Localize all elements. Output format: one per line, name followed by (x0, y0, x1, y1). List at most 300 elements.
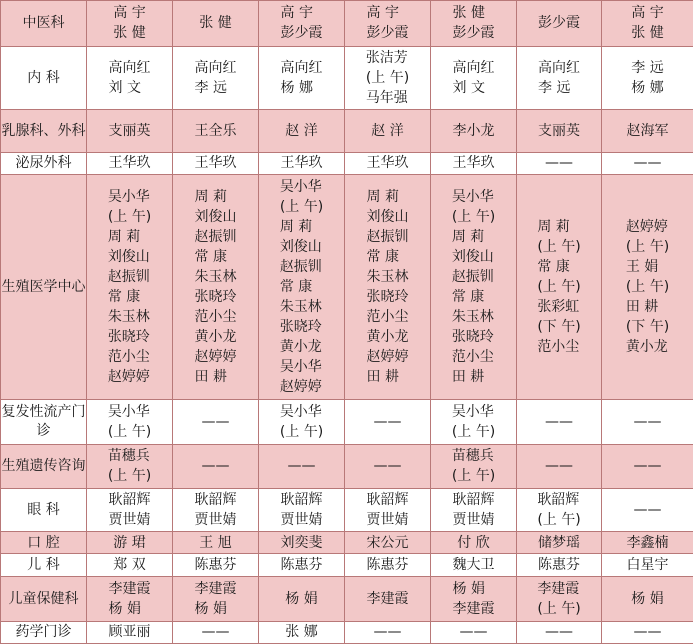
doctor-line: 李建霞 (452, 600, 495, 617)
doctor-names (109, 153, 151, 173)
doctor-line: 赵振钏 (107, 268, 150, 285)
doctor-line: 张 健 (631, 25, 664, 42)
doctor-line: 常 康 (107, 288, 141, 305)
doctor-line: 赵振钏 (194, 228, 237, 245)
schedule-cell (259, 444, 345, 489)
schedule-cell (517, 576, 602, 621)
schedule-cell (173, 46, 259, 109)
doctor-line: (上 午) (107, 208, 152, 225)
schedule-cell (87, 621, 173, 643)
department-line: 咨询 (57, 458, 86, 475)
schedule-cell (173, 109, 259, 152)
doctor-names (113, 533, 145, 553)
schedule-cell (517, 399, 602, 444)
schedule-cell (173, 399, 259, 444)
department-name (2, 122, 86, 141)
doctor-line: 周 莉 (194, 188, 227, 205)
doctor-names (453, 579, 495, 619)
doctor-names (281, 533, 323, 553)
department-cell (1, 152, 87, 174)
schedule-cell (87, 109, 173, 152)
doctor-line: 赵海军 (626, 122, 669, 139)
department-name (27, 534, 59, 553)
doctor-line: (上 午) (451, 468, 496, 485)
doctor-line: 吴小华 (451, 188, 494, 205)
doctor-line: 王华玖 (366, 155, 409, 172)
doctor-line: 陈惠芬 (366, 557, 409, 574)
doctor-line: 赵婷婷 (279, 378, 322, 395)
doctor-names (113, 555, 145, 575)
department-line: 乳腺科、外 (1, 122, 72, 139)
doctor-line: (上 午) (279, 423, 324, 440)
department-line: 儿 科 (27, 557, 60, 574)
doctor-line: (上 午) (451, 423, 496, 440)
empty-slot-dash: —— (373, 624, 402, 641)
department-name (16, 623, 72, 642)
doctor-line: 杨 娜 (631, 79, 664, 96)
doctor-line: 田 耕 (194, 368, 227, 385)
schedule-cell (431, 489, 517, 532)
doctor-line: 耿韶辉 (366, 492, 409, 509)
doctor-line: 吴小华 (279, 178, 322, 195)
department-line: 泌尿外科 (15, 155, 72, 172)
department-line: 产门诊 (36, 403, 86, 439)
doctor-names (453, 121, 495, 141)
department-line: 内 科 (27, 69, 60, 86)
doctor-line: 常 康 (366, 248, 399, 265)
doctor-line: 王 娟 (625, 258, 659, 275)
department-name (2, 278, 86, 297)
doctor-line: 吴小华 (107, 403, 150, 420)
doctor-line: 赵婷婷 (194, 348, 237, 365)
doctor-names (538, 121, 580, 141)
department-line: 药学门诊 (15, 624, 72, 641)
schedule-cell (87, 576, 173, 621)
doctor-line: 王华玖 (194, 155, 237, 172)
empty-slot-dash: —— (201, 624, 230, 641)
doctor-line: (下 午) (625, 318, 670, 335)
doctor-names (109, 579, 151, 619)
doctor-line: 刘俊山 (366, 208, 409, 225)
doctor-line: 田 耕 (366, 368, 399, 385)
doctor-line: 刘俊山 (451, 248, 494, 265)
doctor-line: 高 宇 (113, 5, 146, 22)
schedule-cell (517, 152, 602, 174)
doctor-line: 张 娜 (285, 624, 318, 641)
doctor-line: 陈惠芬 (194, 557, 237, 574)
doctor-line: 马年强 (365, 89, 408, 106)
doctor-names (453, 58, 495, 98)
schedule-cell (431, 152, 517, 174)
doctor-line: 高 宇 (631, 5, 664, 22)
doctor-line: 耿韶辉 (280, 492, 323, 509)
department-cell (1, 444, 87, 489)
doctor-line: 黄小龙 (366, 328, 409, 345)
department-line: 生殖医学 (1, 278, 58, 295)
doctor-line: 吴小华 (107, 188, 150, 205)
doctor-line: (上 午) (537, 278, 581, 295)
doctor-line: 周 莉 (279, 218, 313, 235)
doctor-line: 张晓玲 (279, 318, 322, 335)
doctor-line: 高向红 (108, 59, 151, 76)
doctor-line: 王 旭 (199, 534, 232, 551)
doctor-line: (上 午) (537, 512, 581, 529)
doctor-line: 张 健 (113, 25, 146, 42)
doctor-line: (下 午) (537, 318, 581, 335)
doctor-line: 赵婷婷 (366, 348, 409, 365)
schedule-cell (259, 489, 345, 532)
doctor-names (631, 589, 663, 609)
schedule-cell (345, 554, 431, 576)
doctor-line: 赵振钏 (366, 228, 409, 245)
doctor-line: 李建霞 (108, 580, 151, 597)
doctor-line: (上 午) (279, 198, 324, 215)
schedule-cell (602, 532, 693, 554)
doctor-line: (上 午) (107, 423, 152, 440)
schedule-cell (87, 554, 173, 576)
doctor-names (627, 555, 669, 575)
doctor-line: 周 莉 (451, 228, 485, 245)
schedule-cell (259, 576, 345, 621)
department-cell (1, 576, 87, 621)
doctor-line: 张洁芳 (365, 49, 408, 66)
schedule-cell (87, 532, 173, 554)
schedule-cell (431, 174, 517, 399)
doctor-names (281, 490, 323, 530)
doctor-line: 宋公元 (366, 534, 409, 551)
doctor-line: 李 远 (631, 59, 664, 76)
doctor-names (285, 121, 317, 141)
doctor-names (452, 187, 495, 387)
doctor-line: 朱玉林 (451, 308, 494, 325)
doctor-names (367, 555, 409, 575)
schedule-cell (345, 532, 431, 554)
doctor-names (195, 490, 237, 530)
department-line: 中心 (57, 278, 86, 295)
doctor-line: 吴小华 (279, 403, 322, 420)
schedule-row (1, 576, 693, 621)
doctor-line: 顾亚丽 (108, 624, 151, 641)
schedule-cell (602, 444, 693, 489)
empty-slot-dash: —— (633, 155, 662, 172)
header-doctor-cell (517, 1, 602, 47)
doctor-line: 贾世婧 (366, 512, 409, 529)
doctor-line: 李建霞 (366, 590, 409, 607)
header-doctor-cell (259, 1, 345, 47)
header-department-cell (1, 1, 87, 47)
doctor-names (199, 13, 231, 33)
doctor-line: 耿韶辉 (108, 492, 151, 509)
doctor-names (285, 622, 317, 642)
doctor-line: 付 欣 (457, 534, 490, 551)
department-cell (1, 554, 87, 576)
schedule-cell (602, 489, 693, 532)
schedule-cell (345, 46, 431, 109)
doctor-line: 常 康 (537, 258, 570, 275)
schedule-cell (173, 174, 259, 399)
doctor-line: 赵振钏 (279, 258, 322, 275)
doctor-line: 支丽英 (538, 122, 580, 139)
doctor-line: 杨 娟 (108, 600, 141, 617)
schedule-cell (345, 489, 431, 532)
doctor-line: 范小尘 (537, 338, 580, 355)
department-name (27, 501, 59, 520)
doctor-line: 李建霞 (194, 580, 237, 597)
department-cell (1, 621, 87, 643)
doctor-line: 朱玉林 (194, 268, 237, 285)
department-line: 复发性流 (1, 403, 58, 420)
doctor-line: 耿韶辉 (537, 492, 580, 509)
doctor-line: 常 康 (451, 288, 485, 305)
doctor-line: 贾世婧 (280, 512, 323, 529)
empty-slot-dash: —— (373, 458, 402, 475)
schedule-cell (602, 152, 693, 174)
header-doctor-cell (431, 1, 517, 47)
doctor-line: 高向红 (452, 59, 495, 76)
schedule-cell (602, 576, 693, 621)
doctor-names (453, 555, 495, 575)
doctor-line: 彭少霞 (452, 25, 495, 42)
doctor-names (457, 533, 489, 553)
doctor-line: 王华玖 (280, 155, 323, 172)
doctor-line: 苗穗兵 (107, 448, 150, 465)
schedule-row (1, 621, 693, 643)
schedule-cell (517, 46, 602, 109)
doctor-line: 陈惠芬 (280, 557, 323, 574)
doctor-line: 张 健 (452, 5, 485, 22)
doctor-line: 杨 娜 (280, 79, 313, 96)
department-line: 科 (64, 590, 79, 607)
doctor-names (538, 555, 580, 575)
department-name (27, 69, 59, 88)
schedule-cell (431, 46, 517, 109)
empty-slot-dash: —— (633, 413, 662, 430)
doctor-line: 朱玉林 (366, 268, 409, 285)
doctor-names (631, 58, 663, 98)
schedule-cell (345, 399, 431, 444)
department-cell (1, 532, 87, 554)
doctor-line: 刘 文 (452, 79, 485, 96)
department-name (27, 556, 59, 575)
doctor-line: 游 珺 (113, 534, 146, 551)
doctor-line: 彭少霞 (366, 25, 409, 42)
doctor-line: 魏大卫 (452, 557, 495, 574)
doctor-line: 刘俊山 (279, 238, 322, 255)
empty-slot-dash: —— (545, 413, 573, 430)
schedule-cell (345, 152, 431, 174)
doctor-line: 贾世婧 (452, 512, 495, 529)
schedule-cell (517, 489, 602, 532)
doctor-names (367, 490, 409, 530)
doctor-line: 刘俊山 (107, 248, 150, 265)
doctor-line: 黄小龙 (279, 338, 322, 355)
doctor-names (537, 490, 580, 530)
doctor-line: 杨 娟 (631, 590, 664, 607)
doctor-line: 支丽英 (108, 122, 151, 139)
doctor-line: 储梦瑶 (538, 534, 580, 551)
schedule-cell (87, 489, 173, 532)
doctor-names (538, 533, 580, 553)
header-doctor-cell (345, 1, 431, 47)
doctor-line: 刘奕斐 (280, 534, 323, 551)
department-name (23, 14, 65, 33)
empty-slot-dash: —— (201, 413, 230, 430)
doctor-line: 李小龙 (452, 122, 495, 139)
schedule-cell (87, 46, 173, 109)
schedule-cell (259, 554, 345, 576)
doctor-line: 朱玉林 (279, 298, 322, 315)
schedule-cell (345, 174, 431, 399)
schedule-row (1, 174, 693, 399)
doctor-line: 赵婷婷 (107, 368, 150, 385)
doctor-names (367, 153, 409, 173)
schedule-cell (431, 532, 517, 554)
schedule-cell (602, 109, 693, 152)
empty-slot-dash: —— (633, 624, 662, 641)
doctor-line: (上 午) (537, 600, 581, 617)
doctor-names (109, 58, 151, 98)
schedule-row (1, 489, 693, 532)
doctor-line: 李 远 (538, 79, 571, 96)
doctor-line: 吴小华 (279, 358, 322, 375)
department-line: 科 (71, 122, 86, 139)
schedule-row (1, 399, 693, 444)
empty-slot-dash: —— (373, 413, 402, 430)
schedule-cell (259, 46, 345, 109)
doctor-names (367, 589, 409, 609)
doctor-line: 周 莉 (537, 218, 570, 235)
doctor-line: 张晓玲 (451, 328, 494, 345)
doctor-line: 田 耕 (451, 368, 485, 385)
doctor-names (195, 121, 237, 141)
doctor-names (109, 121, 151, 141)
doctor-names (195, 187, 237, 387)
department-line: 口 腔 (27, 534, 60, 551)
doctor-line: 贾世婧 (108, 512, 151, 529)
doctor-line: 张彩虹 (537, 298, 580, 315)
schedule-cell (602, 46, 693, 109)
schedule-cell (602, 621, 693, 643)
doctor-line: 杨 娟 (452, 580, 485, 597)
schedule-cell (431, 109, 517, 152)
doctor-line: (上 午) (537, 238, 581, 255)
doctor-names (631, 3, 663, 43)
department-cell (1, 489, 87, 532)
doctor-names (281, 3, 323, 43)
doctor-line: 黄小龙 (194, 328, 237, 345)
doctor-names (113, 3, 145, 43)
department-cell (1, 399, 87, 444)
schedule-cell (345, 621, 431, 643)
schedule-cell (87, 399, 173, 444)
doctor-names (626, 217, 669, 357)
doctor-line: 彭少霞 (538, 15, 580, 32)
doctor-line: 张晓玲 (366, 288, 409, 305)
schedule-cell (517, 444, 602, 489)
doctor-line: 赵 洋 (285, 122, 318, 139)
department-name (2, 457, 86, 476)
doctor-line: 刘俊山 (194, 208, 237, 225)
doctor-line: 田 耕 (625, 298, 659, 315)
doctor-names (627, 121, 669, 141)
doctor-names (199, 533, 231, 553)
schedule-cell (173, 444, 259, 489)
schedule-row (1, 532, 693, 554)
doctor-names (366, 48, 409, 108)
doctor-line: 范小尘 (194, 308, 237, 325)
department-line: 生殖遗传 (1, 458, 58, 475)
schedule-cell (517, 532, 602, 554)
schedule-cell (87, 174, 173, 399)
doctor-line: 刘 文 (108, 79, 141, 96)
doctor-names (109, 490, 151, 530)
empty-slot-dash: —— (633, 502, 662, 519)
doctor-line: 高 宇 (366, 5, 399, 22)
schedule-cell (259, 399, 345, 444)
doctor-line: 赵 洋 (371, 122, 404, 139)
doctor-line: 张 健 (199, 15, 232, 32)
empty-slot-dash: —— (201, 458, 230, 475)
doctor-line: (上 午) (625, 238, 670, 255)
doctor-line: (上 午) (107, 468, 152, 485)
doctor-line: 李 远 (194, 79, 227, 96)
schedule-cell (517, 109, 602, 152)
schedule-cell (173, 152, 259, 174)
doctor-line: 郑 双 (113, 557, 146, 574)
doctor-line: (上 午) (365, 69, 410, 86)
doctor-names (109, 622, 151, 642)
schedule-row (1, 444, 693, 489)
schedule-cell (517, 174, 602, 399)
schedule-cell (173, 489, 259, 532)
schedule-cell (431, 576, 517, 621)
schedule-cell (87, 152, 173, 174)
empty-slot-dash: —— (287, 458, 316, 475)
schedule-cell (602, 174, 693, 399)
doctor-line: (上 午) (625, 278, 670, 295)
doctor-line: 贾世婧 (194, 512, 237, 529)
doctor-names (108, 446, 151, 486)
schedule-cell (173, 621, 259, 643)
doctor-line: 范小尘 (366, 308, 409, 325)
doctor-line: 张晓玲 (107, 328, 150, 345)
doctor-names (538, 13, 580, 33)
empty-slot-dash: —— (545, 624, 573, 641)
schedule-row (1, 554, 693, 576)
department-line: 中医科 (22, 15, 65, 32)
schedule-cell (517, 554, 602, 576)
department-cell (1, 174, 87, 399)
doctor-names (453, 153, 495, 173)
schedule-cell (259, 532, 345, 554)
doctor-line: 李建霞 (537, 580, 580, 597)
doctor-names (371, 121, 403, 141)
schedule-cell (173, 532, 259, 554)
doctor-line: 白星宇 (626, 557, 669, 574)
doctor-line: 朱玉林 (107, 308, 150, 325)
doctor-line: 赵婷婷 (625, 218, 668, 235)
doctor-line: 杨 娟 (285, 590, 318, 607)
doctor-names (281, 58, 323, 98)
schedule-cell (259, 174, 345, 399)
doctor-names (195, 58, 237, 98)
doctor-names (195, 555, 237, 575)
doctor-line: 范小尘 (107, 348, 150, 365)
schedule-row (1, 109, 693, 152)
schedule-cell (431, 444, 517, 489)
doctor-line: (上 午) (451, 208, 496, 225)
schedule-cell (345, 109, 431, 152)
